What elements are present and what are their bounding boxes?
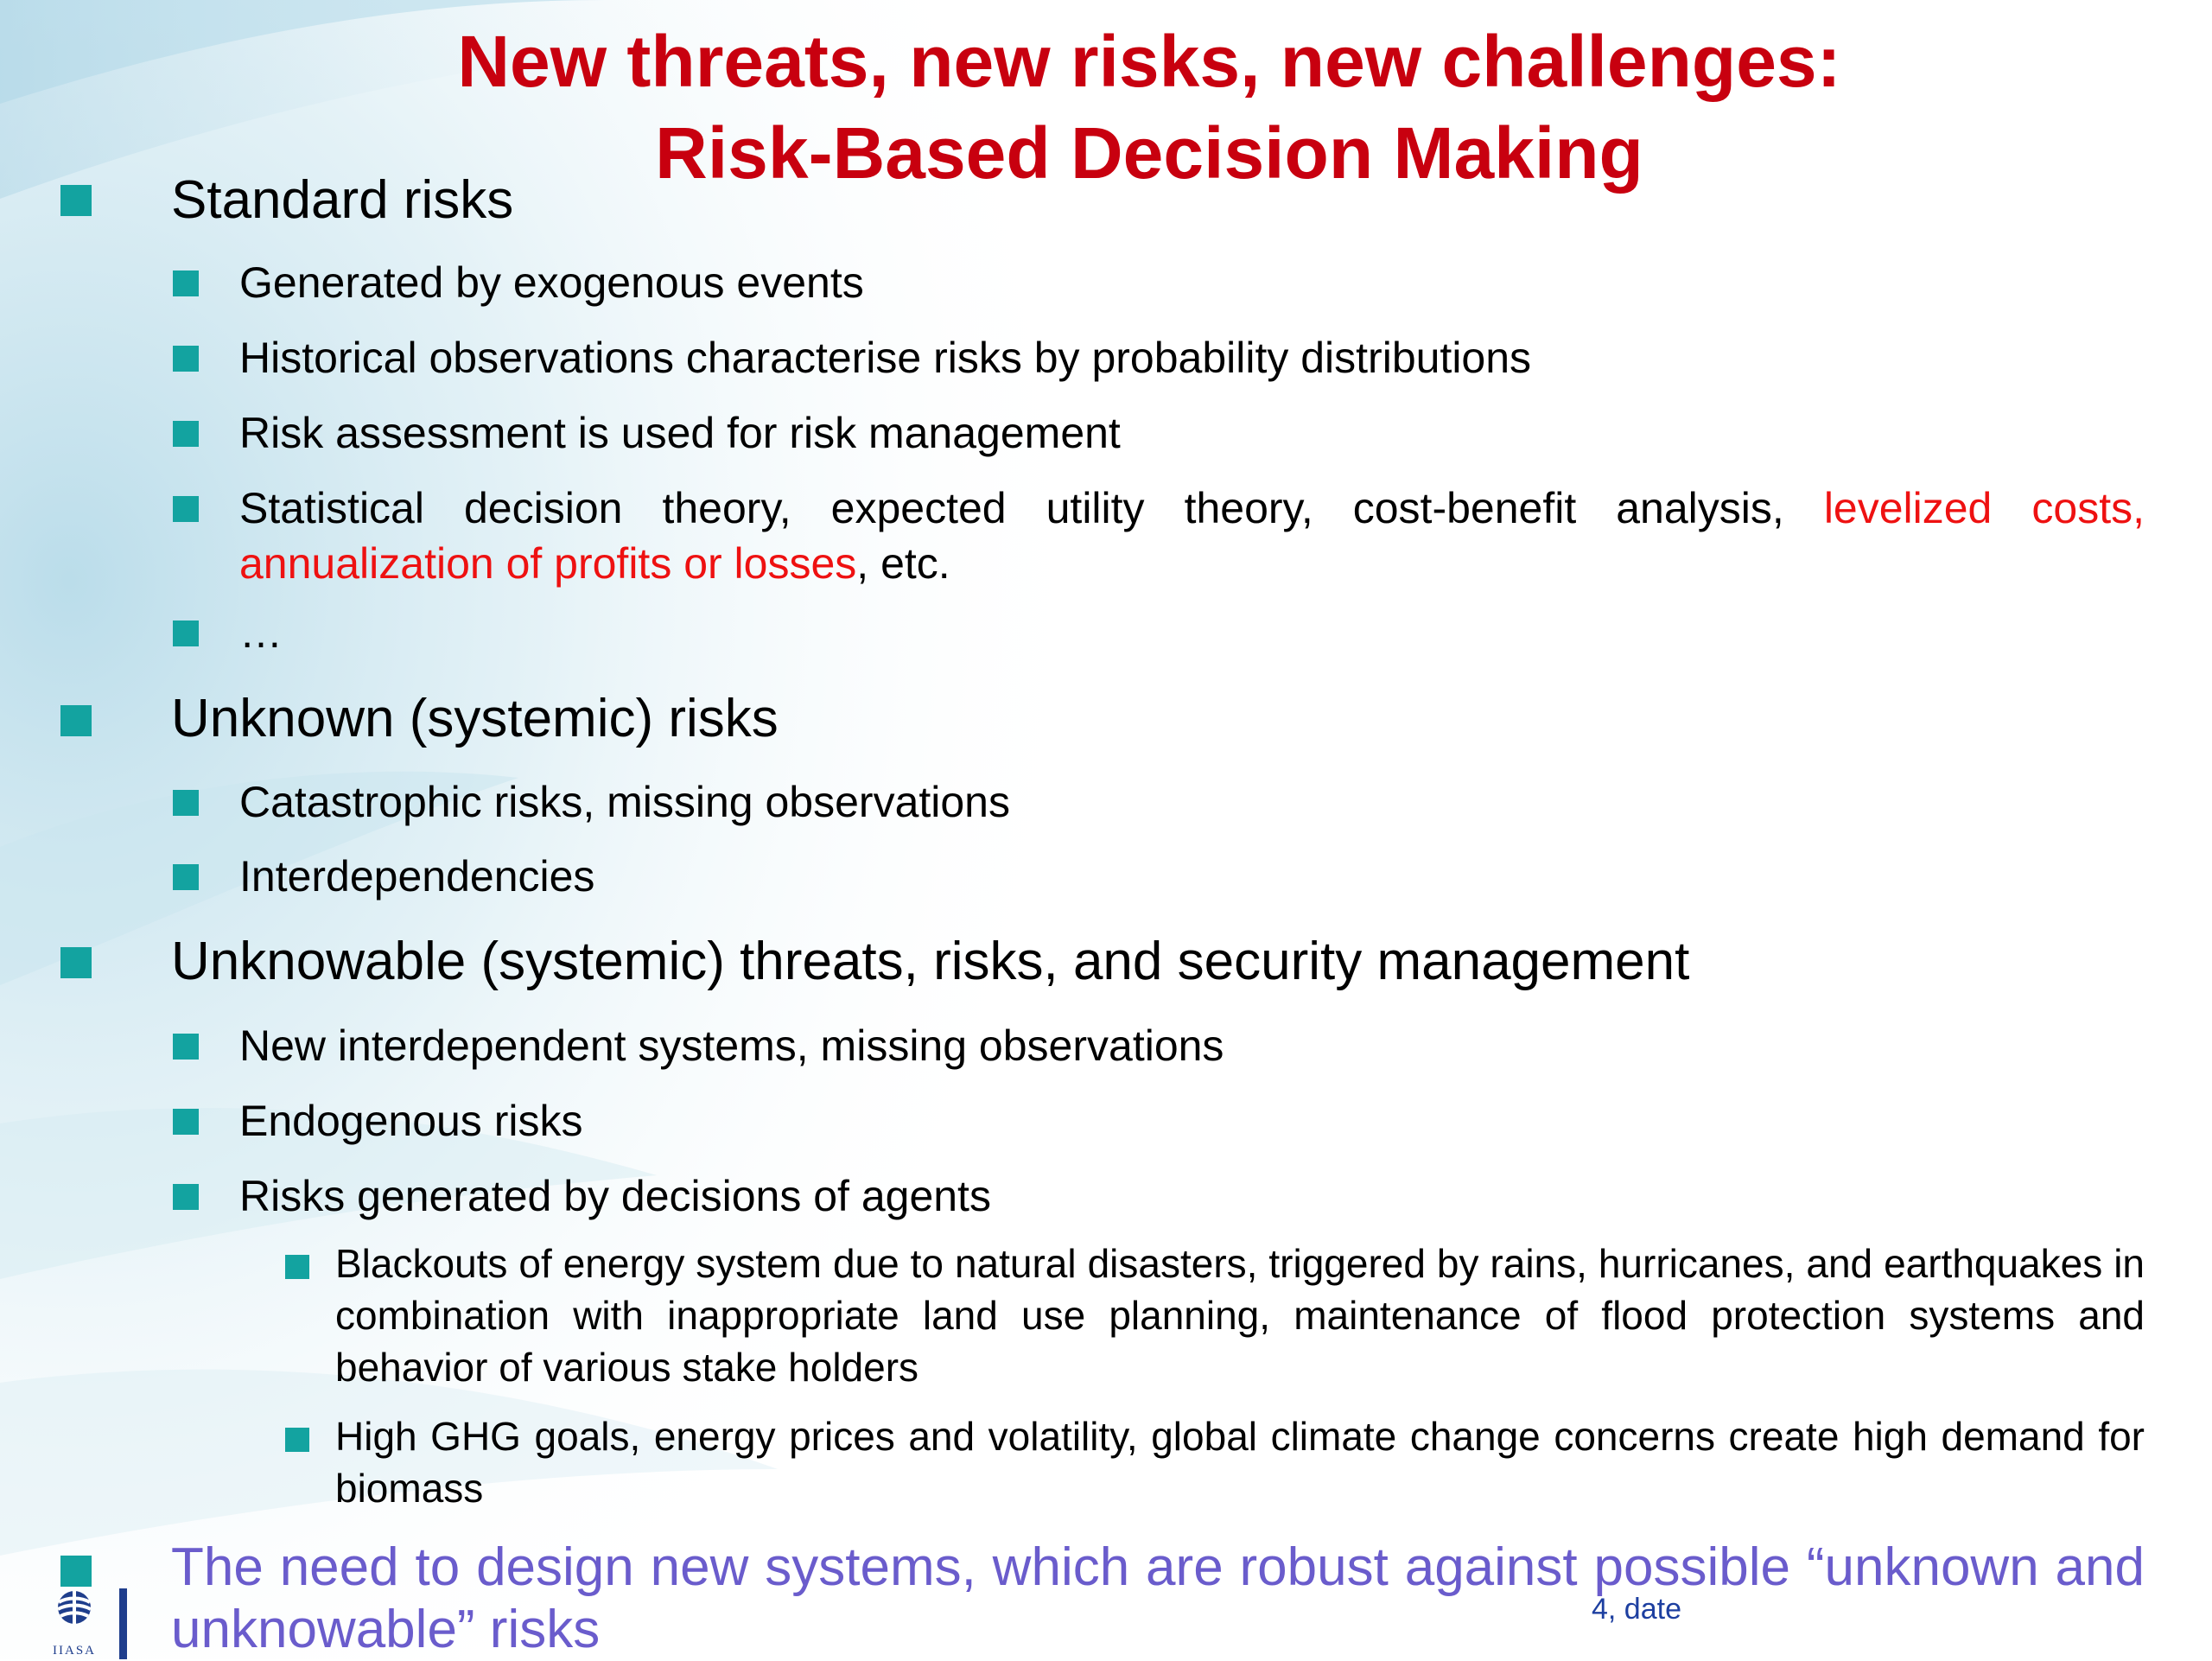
list-item-statistical	[239, 480, 2145, 591]
title-line-2: Risk-Based Decision Making	[655, 112, 1643, 194]
bullet-square-icon	[173, 620, 199, 646]
list-item: Interdependencies	[239, 852, 595, 901]
title-line-1: New threats, new risks, new challenges:	[457, 21, 1841, 102]
list-item: Risk assessment is used for risk management	[239, 409, 1121, 457]
bullet-square-icon	[173, 1034, 199, 1060]
bullet-square-icon	[285, 1428, 309, 1452]
bullet-square-icon	[60, 185, 92, 216]
heading-standard-risks: Standard risks	[171, 170, 514, 230]
list-item-ellipsis: …	[239, 608, 283, 657]
footer-divider	[119, 1588, 127, 1659]
iiasa-logo-icon	[48, 1588, 100, 1659]
conclusion-text: The need to design new systems, which are robust against possible “unknown and unknowable” risks	[171, 1537, 2145, 1659]
bullet-square-icon	[173, 270, 199, 296]
slide-number: 4, date	[1592, 1593, 1681, 1626]
heading-unknowable-threats: Unknowable (systemic) threats, risks, and security management	[171, 932, 1690, 991]
bullet-square-icon	[173, 864, 199, 890]
bullet-square-icon	[60, 1556, 92, 1587]
bullet-square-icon	[60, 947, 92, 978]
bullet-square-icon	[285, 1255, 309, 1279]
bullet-square-icon	[173, 421, 199, 447]
list-item: New interdependent systems, missing observations	[239, 1021, 1224, 1070]
bullet-square-icon	[173, 1184, 199, 1210]
bullet-square-icon	[60, 705, 92, 736]
logo-text: IIASA	[53, 1644, 96, 1658]
sub-list-item-ghg: High GHG goals, energy prices and volatility, global climate change concerns create high demand for biomass	[335, 1414, 2145, 1511]
bullet-square-icon	[173, 790, 199, 816]
list-item: Catastrophic risks, missing observations	[239, 778, 1010, 826]
bullet-square-icon	[173, 496, 199, 522]
list-item: Generated by exogenous events	[239, 258, 864, 307]
sub-list-item-blackouts: Blackouts of energy system due to natural disasters, triggered by rains, hurricanes, and earthquakes in combination with inappropriate land use planning, maintenance of flood protection systems and behavior of various stake holders	[335, 1241, 2145, 1390]
highlighted-text: levelized costs, annualization of profits or losses	[239, 484, 2145, 588]
bullet-square-icon	[173, 1109, 199, 1135]
heading-unknown-risks: Unknown (systemic) risks	[171, 689, 779, 748]
statistical-text: Statistical decision theory, expected utility theory, cost-benefit analysis,	[239, 484, 1824, 532]
bullet-square-icon	[173, 346, 199, 372]
statistical-text-end: , etc.	[856, 539, 950, 588]
list-item: Endogenous risks	[239, 1097, 583, 1145]
list-item: Risks generated by decisions of agents	[239, 1172, 991, 1220]
list-item: Historical observations characterise risks by probability distributions	[239, 334, 1532, 382]
